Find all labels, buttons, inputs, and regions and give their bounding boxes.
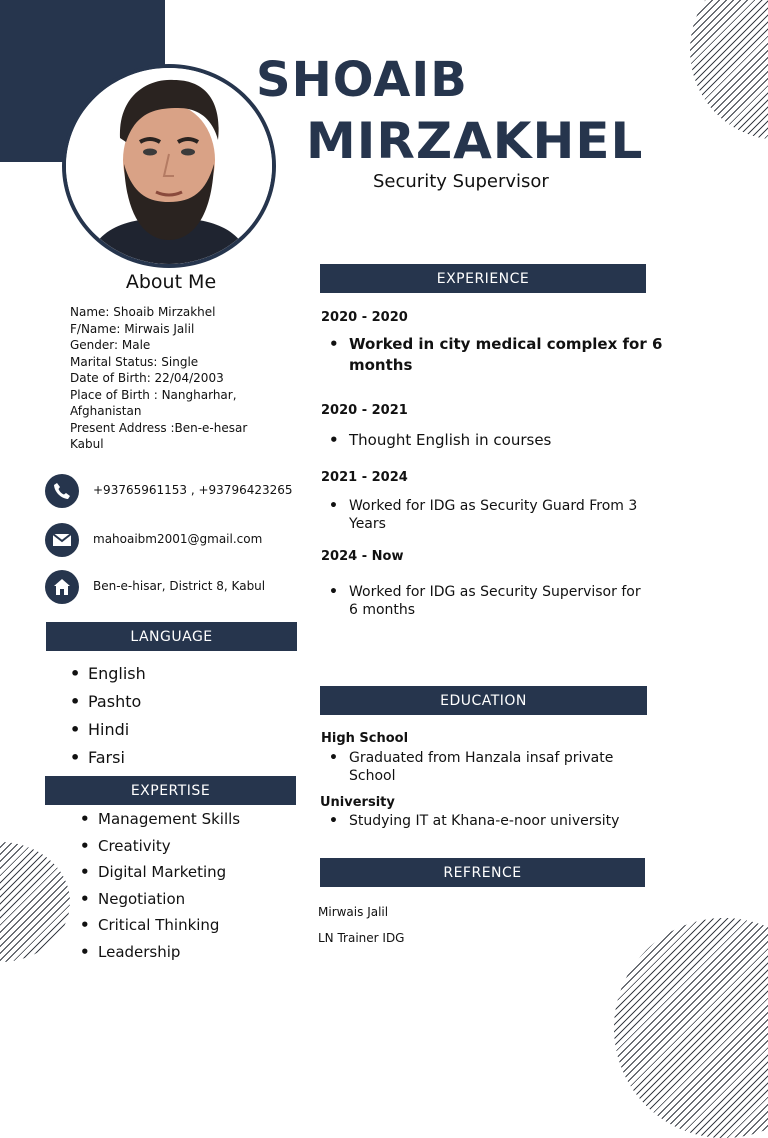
hatched-circle-decoration xyxy=(690,0,768,140)
list-item: • Farsi xyxy=(70,744,146,772)
experience-desc xyxy=(329,583,649,619)
about-line: Place of Birth : Nangharhar, xyxy=(70,387,237,402)
about-line: F/Name: Mirwais Jalil xyxy=(70,321,195,336)
desc-line: Worked in city medical complex for 6 xyxy=(349,335,663,353)
list-item: • Leadership xyxy=(80,939,240,966)
about-line: Present Address :Ben-e-hesar xyxy=(70,420,248,435)
about-details xyxy=(70,304,280,453)
expertise-heading-bar xyxy=(45,776,296,805)
expertise-heading: EXPERTISE xyxy=(130,782,211,799)
last-name: MIRZAKHEL xyxy=(306,112,644,170)
hatched-circle-decoration xyxy=(0,842,70,962)
university-label: University xyxy=(320,795,395,810)
contact-address-row xyxy=(45,570,305,604)
education-heading-bar xyxy=(320,686,647,715)
address-text: Ben-e-hisar, District 8, Kabul xyxy=(93,579,266,593)
experience-date: 2021 - 2024 xyxy=(321,470,408,485)
email-icon xyxy=(45,523,79,557)
language-list xyxy=(70,660,146,772)
profile-photo xyxy=(62,64,276,268)
desc-line: 6 months xyxy=(349,602,416,618)
list-item: • Digital Marketing xyxy=(80,859,240,886)
desc-line: School xyxy=(349,768,396,784)
first-name: SHOAIB xyxy=(256,52,468,108)
list-item: • Management Skills xyxy=(80,806,240,833)
high-school-desc xyxy=(329,749,649,785)
university-desc xyxy=(329,812,649,830)
experience-heading-bar xyxy=(320,264,646,293)
about-line: Gender: Male xyxy=(70,338,151,352)
desc-line: • Studying IT at Khana-e-noor university xyxy=(329,812,649,830)
about-line: Kabul xyxy=(70,437,104,451)
experience-desc xyxy=(329,497,649,533)
desc-line: Worked for IDG as Security Supervisor for xyxy=(349,584,641,600)
list-item: • Creativity xyxy=(80,833,240,860)
education-heading: EDUCATION xyxy=(440,692,527,709)
contact-phone-row xyxy=(45,474,305,508)
phone-text: +93765961153 , +93796423265 xyxy=(93,483,293,497)
desc-line: • Thought English in courses xyxy=(329,431,649,449)
desc-line: Graduated from Hanzala insaf private xyxy=(349,750,614,766)
language-heading: LANGUAGE xyxy=(130,628,213,645)
high-school-label: High School xyxy=(321,731,409,746)
experience-date: 2020 - 2020 xyxy=(321,310,408,325)
language-heading-bar xyxy=(46,622,297,651)
list-item: • Pashto xyxy=(70,688,146,716)
desc-line: Years xyxy=(349,516,386,532)
experience-heading: EXPERIENCE xyxy=(436,270,530,287)
portrait-image xyxy=(66,68,272,264)
reference-heading: REFRENCE xyxy=(443,864,522,881)
about-line: Marital Status: Single xyxy=(70,354,199,369)
about-line: Name: Shoaib Mirzakhel xyxy=(70,305,216,319)
about-line: Date of Birth: 22/04/2003 xyxy=(70,371,224,385)
list-item: • Critical Thinking xyxy=(80,912,240,939)
hatched-circle-decoration xyxy=(614,918,768,1138)
contact-email-row xyxy=(45,523,305,557)
experience-desc xyxy=(329,334,669,376)
reference-heading-bar xyxy=(320,858,645,887)
list-item: • Hindi xyxy=(70,716,146,744)
expertise-list xyxy=(80,806,240,965)
home-icon xyxy=(45,570,79,604)
list-item: • English xyxy=(70,660,146,688)
email-text: mahoaibm2001@gmail.com xyxy=(93,532,263,546)
experience-date: 2020 - 2021 xyxy=(321,403,408,418)
list-item: • Negotiation xyxy=(80,886,240,913)
phone-icon xyxy=(45,474,79,508)
reference-role: LN Trainer IDG xyxy=(318,931,405,945)
about-heading: About Me xyxy=(125,271,217,293)
desc-line: Worked for IDG as Security Guard From 3 xyxy=(349,498,638,514)
reference-name: Mirwais Jalil xyxy=(318,905,389,919)
about-line: Afghanistan xyxy=(70,404,142,418)
experience-desc xyxy=(329,431,649,449)
desc-line: months xyxy=(349,356,413,374)
job-title: Security Supervisor xyxy=(373,171,549,192)
experience-date: 2024 - Now xyxy=(321,549,404,564)
